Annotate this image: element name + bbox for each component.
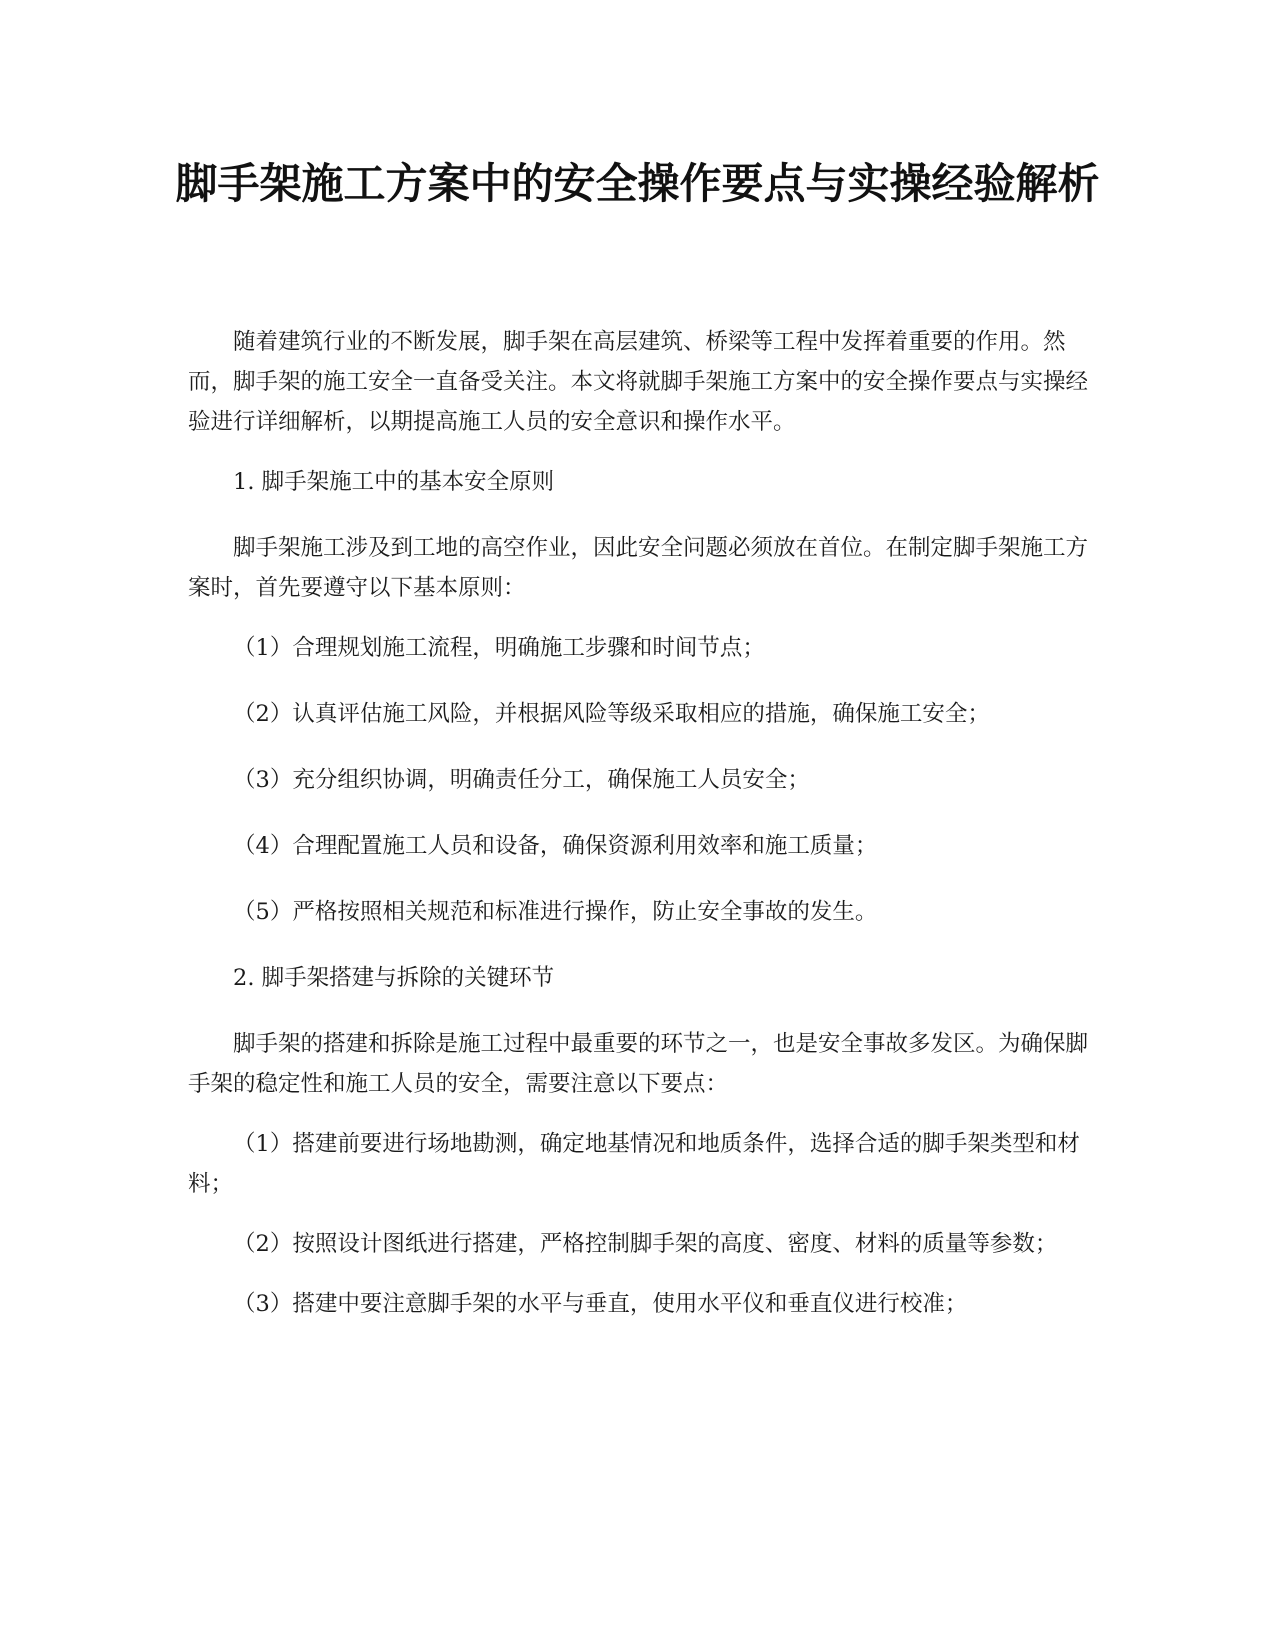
list-item: （5）严格按照相关规范和标准进行操作，防止安全事故的发生。 bbox=[233, 899, 878, 925]
list-item: （1）合理规划施工流程，明确施工步骤和时间节点； bbox=[233, 635, 765, 661]
section-1-paragraph: 脚手架施工涉及到工地的高空作业，因此安全问题必须放在首位。在制定脚手架施工方案时，首先要遵守以下基本原则： bbox=[188, 535, 1089, 601]
section-heading-2: 2. 脚手架搭建与拆除的关键环节 bbox=[233, 965, 555, 991]
document-body bbox=[188, 322, 1088, 1350]
list-item: （4）合理配置施工人员和设备，确保资源利用效率和施工质量； bbox=[233, 833, 878, 859]
list-item: （1）搭建前要进行场地勘测，确定地基情况和地质条件，选择合适的脚手架类型和材料； bbox=[188, 1131, 1080, 1197]
list-item: （3）搭建中要注意脚手架的水平与垂直，使用水平仪和垂直仪进行校准； bbox=[233, 1291, 968, 1317]
list-item: （2）按照设计图纸进行搭建，严格控制脚手架的高度、密度、材料的质量等参数； bbox=[233, 1231, 1058, 1257]
document-title: 脚手架施工方案中的安全操作要点与实操经验解析 bbox=[175, 159, 1100, 208]
intro-paragraph: 随着建筑行业的不断发展，脚手架在高层建筑、桥梁等工程中发挥着重要的作用。然而，脚手架的施工安全一直备受关注。本文将就脚手架施工方案中的安全操作要点与实操经验进行详细解析，以期提高施工人员的安全意识和操作水平。 bbox=[188, 329, 1089, 435]
list-item: （2）认真评估施工风险，并根据风险等级采取相应的措施，确保施工安全； bbox=[233, 701, 990, 727]
section-heading-1: 1. 脚手架施工中的基本安全原则 bbox=[233, 469, 555, 495]
list-item: （3）充分组织协调，明确责任分工，确保施工人员安全； bbox=[233, 767, 810, 793]
section-2-paragraph: 脚手架的搭建和拆除是施工过程中最重要的环节之一，也是安全事故多发区。为确保脚手架的稳定性和施工人员的安全，需要注意以下要点： bbox=[188, 1031, 1089, 1097]
